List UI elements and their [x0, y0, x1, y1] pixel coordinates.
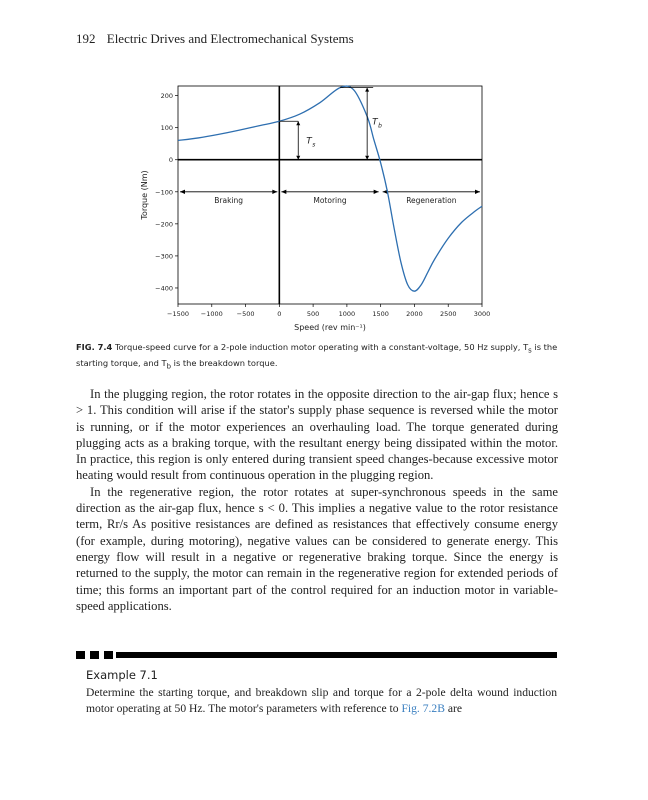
- y-tick-label: 100: [160, 124, 173, 133]
- ts-label: T: [306, 136, 312, 147]
- x-tick-label: −1500: [167, 310, 189, 318]
- x-tick-label: 2500: [439, 310, 457, 318]
- example-title: Example 7.1: [86, 668, 158, 682]
- divider-square: [76, 651, 85, 659]
- ts-arrow-head: [296, 121, 300, 125]
- body-text: [76, 386, 558, 614]
- caption-mid: is the starting torque, and T: [76, 342, 558, 368]
- region-label: Motoring: [313, 195, 347, 205]
- y-tick-label: −300: [155, 252, 173, 261]
- x-tick-label: 500: [306, 310, 320, 318]
- region-arrow-head: [374, 190, 379, 194]
- paragraph-regenerative: In the regenerative region, the rotor rotates at super-synchronous speeds in the same direction as the air-gap flux, hence s < 0. This implies a negative value to the rotor resistance term, Rr/s As positive resistances are defined as resistances that effectively consume energy (for example, during motoring), negative values can be considered to generate energy. This energy flow will result in a negative or regenerative braking torque. Since the energy is returned to the supply, the motor can remain in the regenerative region for extended periods of time; this forms an important part of the control required for an induction motor in variable-speed applications.: [76, 484, 558, 613]
- divider-line: [116, 652, 557, 658]
- caption-sub-s: s: [528, 346, 532, 355]
- caption-sub-b: b: [166, 362, 171, 371]
- divider-square: [90, 651, 99, 659]
- y-tick-label: −100: [155, 188, 173, 197]
- x-tick-label: 3000: [473, 310, 491, 318]
- y-axis-label: Torque (Nm): [140, 170, 149, 220]
- region-arrow-head: [272, 190, 277, 194]
- paragraph-plugging: In the plugging region, the rotor rotates in the opposite direction to the air-gap flux; hence s > 1. This condition will arise if the stator's supply phase sequence is reversed while the motor is running, or if the motor experiences an overhauling load. The torque generated during plugging acts as a braking torque, with the resultant energy being dissipated within the motor. In practice, this region is only entered during transient speed changes-because excessive motor heating would result from continuous operation in the plugging region.: [76, 387, 558, 483]
- tb-label-sub: b: [378, 122, 382, 130]
- region-label: Braking: [214, 195, 244, 205]
- x-tick-label: 2000: [406, 310, 423, 318]
- example-text: [86, 685, 557, 716]
- caption-end: is the breakdown torque.: [171, 357, 278, 368]
- tb-arrow-head: [365, 88, 369, 92]
- region-arrow-head: [475, 190, 480, 194]
- y-tick-label: 0: [168, 156, 173, 165]
- ts-label-sub: s: [312, 141, 316, 149]
- divider-square: [104, 651, 113, 659]
- x-tick-label: 0: [277, 310, 282, 318]
- x-tick-label: −500: [236, 310, 255, 318]
- region-label: Regeneration: [406, 195, 457, 205]
- example-body-end: are: [444, 701, 462, 715]
- tb-label: T: [372, 117, 378, 128]
- torque-speed-chart: [130, 80, 500, 338]
- running-head: [76, 31, 354, 47]
- region-arrow-head: [281, 190, 286, 194]
- torque-curve: [178, 86, 482, 291]
- figure-label: FIG. 7.4: [76, 342, 113, 352]
- book-title: Electric Drives and Electromechanical Systems: [106, 31, 354, 46]
- figure-caption: [76, 341, 566, 372]
- x-axis-label: Speed (rev min⁻¹): [294, 323, 366, 332]
- region-arrow-head: [180, 190, 185, 194]
- x-tick-label: 1000: [338, 310, 356, 318]
- x-tick-label: 1500: [372, 310, 389, 318]
- caption-text: Torque-speed curve for a 2-pole induction motor operating with a constant-voltage, 50 Hz supply, T: [114, 342, 529, 352]
- y-tick-label: −400: [155, 284, 173, 293]
- figure-link[interactable]: Fig. 7.2B: [401, 701, 445, 715]
- example-divider: [76, 651, 557, 659]
- y-tick-label: −200: [155, 220, 173, 229]
- page-number: 192: [76, 31, 96, 46]
- y-tick-label: 200: [160, 92, 173, 101]
- example-body: Determine the starting torque, and breakdown slip and torque for a 2-pole delta wound induction motor operating at 50 Hz. The motor's parameters with reference to: [86, 686, 557, 715]
- x-tick-label: −1000: [200, 310, 223, 318]
